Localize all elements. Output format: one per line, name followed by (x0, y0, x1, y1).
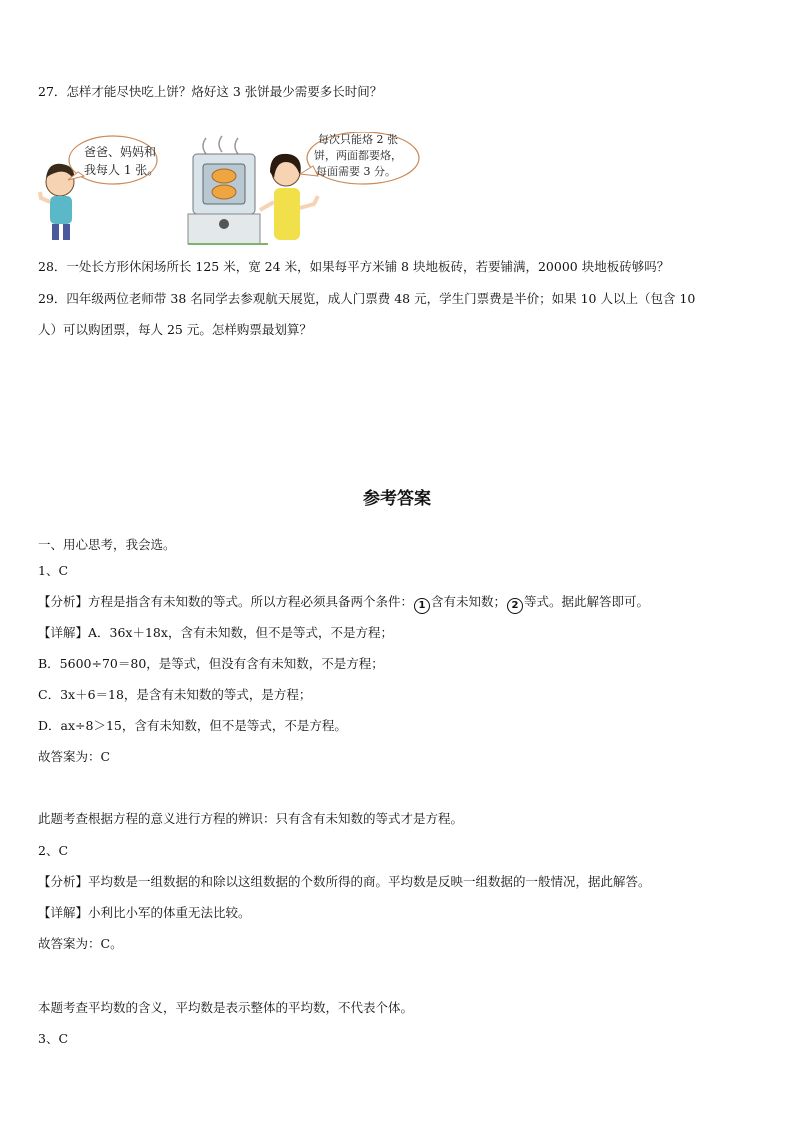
bubble-right-line-1: 每次只能烙 2 张 (318, 133, 398, 146)
bubble-right-line-3: 每面需要 3 分。 (316, 165, 396, 178)
answer-1-analysis-post: 等式。据此解答即可。 (524, 594, 650, 609)
answer-3-number: 3、C (38, 1031, 69, 1046)
question-29-line-2: 人）可以购团票，每人 25 元。怎样购票最划算？ (38, 322, 312, 337)
answer-2-number: 2、C (38, 843, 69, 858)
answer-1-analysis (38, 594, 649, 614)
answer-1-detail-a: 【详解】A．36x＋18x，含有未知数，但不是等式，不是方程； (38, 625, 393, 640)
woman-figure-icon (260, 154, 318, 240)
answer-1-analysis-pre: 【分析】方程是指含有未知数的等式。所以方程必须具备两个条件： (38, 594, 414, 609)
bubble-right-line-2: 饼，两面都要烙， (314, 149, 402, 162)
pancake-illustration (38, 132, 438, 247)
question-29-line-1: 29．四年级两位老师带 38 名同学去参观航天展览，成人门票费 48 元，学生门票费是半价；如果 10 人以上（包含 10 (38, 291, 696, 306)
answer-1-note: 此题考查根据方程的意义进行方程的辨识：只有含有未知数的等式才是方程。 (38, 811, 464, 826)
answer-1-final: 故答案为：C (38, 749, 111, 764)
answer-2-detail: 【详解】小利比小军的体重无法比较。 (38, 905, 251, 920)
answer-2-analysis: 【分析】平均数是一组数据的和除以这组数据的个数所得的商。平均数是反映一组数据的一般情况，据此解答。 (38, 874, 651, 889)
circled-number-1: 1 (414, 598, 430, 614)
stove-icon (188, 136, 268, 244)
answer-1-detail-d: D．ax÷8＞15，含有未知数，但不是等式，不是方程。 (38, 718, 347, 733)
question-28: 28．一处长方形休闲场所长 125 米，宽 24 米，如果每平方米铺 8 块地板砖，若要铺满，20000 块地板砖够吗？ (38, 259, 670, 274)
circled-number-2: 2 (507, 598, 523, 614)
section-1-heading: 一、用心思考，我会选。 (38, 537, 176, 552)
bubble-left-line-1: 爸爸、妈妈和 (84, 145, 157, 159)
answer-1-number: 1、C (38, 563, 69, 578)
boy-figure-icon (40, 164, 74, 240)
answers-title: 参考答案 (363, 489, 431, 509)
answer-1-detail-b: B．5600÷70＝80，是等式，但没有含有未知数，不是方程； (38, 656, 384, 671)
answer-1-detail-c: C．3x＋6＝18，是含有未知数的等式，是方程； (38, 687, 312, 702)
answer-2-note: 本题考查平均数的含义，平均数是表示整体的平均数，不代表个体。 (38, 1000, 414, 1015)
answer-2-final: 故答案为：C。 (38, 936, 123, 951)
question-27: 27．怎样才能尽快吃上饼？烙好这 3 张饼最少需要多长时间？ (38, 84, 383, 99)
bubble-left-line-2: 我每人 1 张。 (84, 163, 160, 177)
answer-1-analysis-mid: 含有未知数； (431, 594, 507, 609)
